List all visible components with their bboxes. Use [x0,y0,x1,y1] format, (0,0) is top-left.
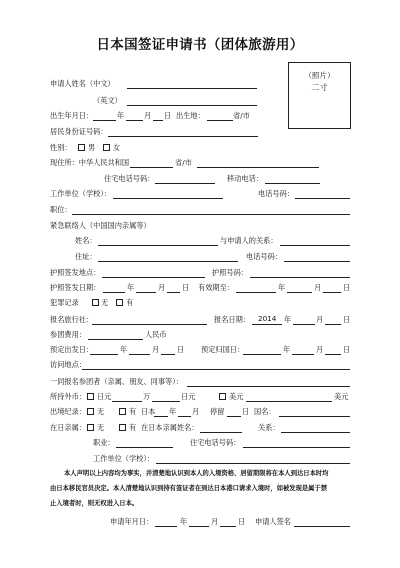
address-unit: 省/市 [175,158,192,167]
travel-month-unit: 月 [192,407,200,416]
registration-year-field[interactable] [252,324,282,325]
work-unit-field[interactable] [113,198,223,199]
passport-issue-month-unit: 月 [158,283,166,292]
address-label: 现住所：中华人民共和国 [50,158,130,167]
jpy-checkbox[interactable] [87,393,94,400]
female-label: 女 [113,143,121,152]
usd-label: 美元 [229,392,244,401]
relative-work-unit-field[interactable] [156,463,350,464]
return-month-unit: 月 [316,345,324,354]
relationship-label: 关系： [258,423,280,432]
declaration-line-2: 由日本移民官员决定。本人清楚地认识到持有签证者在到达日本港口请求入境时，如被发现是属于禁 [50,485,328,492]
jpy-ten-thousand-field[interactable] [112,401,142,402]
ec-relation-label: 与申请人的关系： [220,236,278,245]
male-label: 男 [88,143,96,152]
ten-thousand-unit: 万 [143,392,151,401]
registration-month-unit: 月 [316,315,324,324]
birthplace-field[interactable] [207,120,233,121]
travel-japan-label: 日本 [141,407,156,416]
relatives-none-checkbox[interactable] [87,424,94,431]
valid-until-year-unit: 年 [278,283,286,292]
registration-date-label: 报名日期： [214,315,250,324]
jpy-amount-field[interactable] [152,401,180,402]
valid-until-day-unit: 日 [343,283,351,292]
jpy-label: 日元 [97,392,112,401]
ec-relation-field[interactable] [280,245,350,246]
travel-japan-year-field[interactable] [154,416,168,417]
mobile-phone-label: 移动电话： [227,174,263,183]
departure-year-field[interactable] [90,354,118,355]
application-date-label: 申请年月日： [110,517,154,526]
emergency-contact-heading: 紧急联络人（中国国内亲属等） [50,221,151,230]
passport-issue-day-field[interactable] [167,292,180,293]
passport-issue-year-unit: 年 [127,283,135,292]
stay-label: 停留 [210,407,225,416]
departure-day-unit: 日 [177,345,185,354]
departure-year-unit: 年 [120,345,128,354]
jpy-unit: 日元 [181,392,196,401]
country-name-label: 国名： [254,407,276,416]
passport-place-label: 护照签发地点： [50,268,101,277]
ec-address-field[interactable] [98,261,238,262]
return-day-field[interactable] [325,354,341,355]
relationship-field[interactable] [281,432,350,433]
mobile-phone-field[interactable] [265,183,320,184]
criminal-none-checkbox[interactable] [92,299,99,306]
companions-field[interactable] [187,386,350,387]
valid-until-day-field[interactable] [323,292,341,293]
birth-date-label: 出生年月日： [50,111,94,120]
form-title: 日本国签证申请书（团体旅游用） [96,37,304,53]
position-field[interactable] [72,214,350,215]
planned-departure-label: 预定出发日： [50,345,94,354]
relative-home-phone-field[interactable] [243,447,350,448]
tour-fee-currency: 人民币 [145,330,167,339]
passport-issue-date-label: 护照签发日期： [50,283,101,292]
valid-until-label: 有效期至： [198,283,234,292]
places-to-visit-field[interactable] [82,369,350,370]
travel-yes-checkbox[interactable] [119,408,126,415]
valid-until-year-field[interactable] [236,292,276,293]
photo-box [288,62,351,129]
stay-day-unit: 日 [242,407,250,416]
ec-phone-field[interactable] [284,261,350,262]
tour-fee-field[interactable] [88,339,143,340]
passport-issue-year-field[interactable] [103,292,125,293]
ec-name-field[interactable] [98,245,218,246]
travel-none-label: 无 [97,407,105,416]
return-month-field[interactable] [292,354,314,355]
male-checkbox[interactable] [78,144,85,151]
application-day-field[interactable] [220,526,236,527]
tour-fee-label: 参团费用： [50,330,86,339]
departure-month-field[interactable] [129,354,150,355]
birthplace-unit: 省/市 [233,111,250,120]
companions-label: 一同报名参团者（亲属、朋友、同事等）： [50,377,183,386]
departure-month-unit: 月 [152,345,160,354]
application-year-field[interactable] [155,526,177,527]
return-year-field[interactable] [243,354,281,355]
work-phone-field[interactable] [295,198,350,199]
valid-until-month-field[interactable] [287,292,312,293]
relatives-name-field[interactable] [200,432,242,433]
relatives-yes-label: 有 [129,423,137,432]
home-phone-field[interactable] [155,183,215,184]
passport-issue-day-unit: 日 [182,283,190,292]
birth-year-unit: 年 [117,111,125,120]
declaration-line-1: 本人声明以上内容均为事实，并清楚地认识到本人的入境资格、居留期限将在本人到达日本时均 [64,470,329,477]
position-label: 职位： [50,205,72,214]
return-day-unit: 日 [343,345,351,354]
foreign-currency-label: 所持外币： [50,392,86,401]
name-en-field[interactable] [127,105,257,106]
registration-month-field[interactable] [293,324,315,325]
ec-name-label: 姓名： [75,236,97,245]
photo-size: 二寸 [311,82,328,92]
relative-home-phone-label: 住宅电话号码： [190,438,241,447]
name-cn-label: 申请人姓名（中文） [50,79,115,88]
usd-unit: 美元 [334,392,349,401]
declaration-line-3: 止入境者时，则无权进入日本。 [50,500,139,507]
occupation-label: 职业： [93,438,115,447]
passport-place-field[interactable] [102,277,205,278]
relatives-none-label: 无 [97,423,105,432]
address-detail-field[interactable] [197,167,319,168]
application-year-unit: 年 [180,517,188,526]
occupation-field[interactable] [116,447,173,448]
usd-amount-field[interactable] [246,401,332,402]
return-year-unit: 年 [283,345,291,354]
travel-history-label: 出境纪录： [50,407,86,416]
work-unit-label: 工作单位（学校）： [50,189,112,198]
planned-return-label: 预定归国日： [201,345,245,354]
criminal-yes-label: 有 [126,298,134,307]
relative-work-unit-label: 工作单位（学校）： [93,454,155,463]
relatives-name-label: 在日本亲属姓名： [141,423,199,432]
travel-none-checkbox[interactable] [87,408,94,415]
female-checkbox[interactable] [103,144,110,151]
application-month-field[interactable] [189,526,209,527]
name-en-label: （英文） [93,96,122,105]
signature-label: 申请人签名 [255,517,291,526]
usd-checkbox[interactable] [219,393,226,400]
travel-agency-label: 报名旅行社： [50,315,94,324]
registration-day-unit: 日 [343,315,351,324]
application-month-unit: 月 [211,517,219,526]
registration-day-field[interactable] [325,324,341,325]
birthplace-label: 出生地： [176,111,205,120]
criminal-yes-checkbox[interactable] [116,299,123,306]
birth-month-field[interactable] [126,120,143,121]
address-province-field[interactable] [130,167,173,168]
stay-days-field[interactable] [227,416,241,417]
birth-year-field[interactable] [93,120,116,121]
photo-label: （照片） [304,71,335,80]
home-phone-label: 住宅电话号码： [104,174,155,183]
departure-day-field[interactable] [161,354,175,355]
signature-field[interactable] [294,526,350,527]
ec-phone-label: 电话号码： [246,252,282,261]
relatives-yes-checkbox[interactable] [119,424,126,431]
passport-issue-month-field[interactable] [136,292,156,293]
work-phone-label: 电话号码： [258,189,294,198]
id-number-label: 居民身份证号码： [50,127,108,136]
birth-month-unit: 月 [144,111,152,120]
ec-address-label: 住址： [75,252,97,261]
places-to-visit-label: 访问地点： [50,360,86,369]
travel-agency-field[interactable] [92,324,207,325]
application-day-unit: 日 [238,517,246,526]
country-name-field[interactable] [279,416,350,417]
travel-year-unit: 年 [169,407,177,416]
travel-yes-label: 有 [129,407,137,416]
id-number-field[interactable] [108,136,258,137]
passport-number-label: 护照号码： [212,268,248,277]
registration-year-unit: 年 [284,315,292,324]
birth-day-field[interactable] [153,120,163,121]
birth-day-unit: 日 [164,111,172,120]
relatives-japan-label: 在日亲属： [50,423,86,432]
registration-year-value: 2014 [258,314,277,323]
valid-until-month-unit: 月 [314,283,322,292]
name-cn-field[interactable] [127,88,257,89]
passport-number-field[interactable] [250,277,350,278]
criminal-record-label: 犯罪记录 [50,298,79,307]
criminal-none-label: 无 [101,298,109,307]
travel-japan-month-field[interactable] [178,416,191,417]
gender-label: 性别： [50,143,72,152]
